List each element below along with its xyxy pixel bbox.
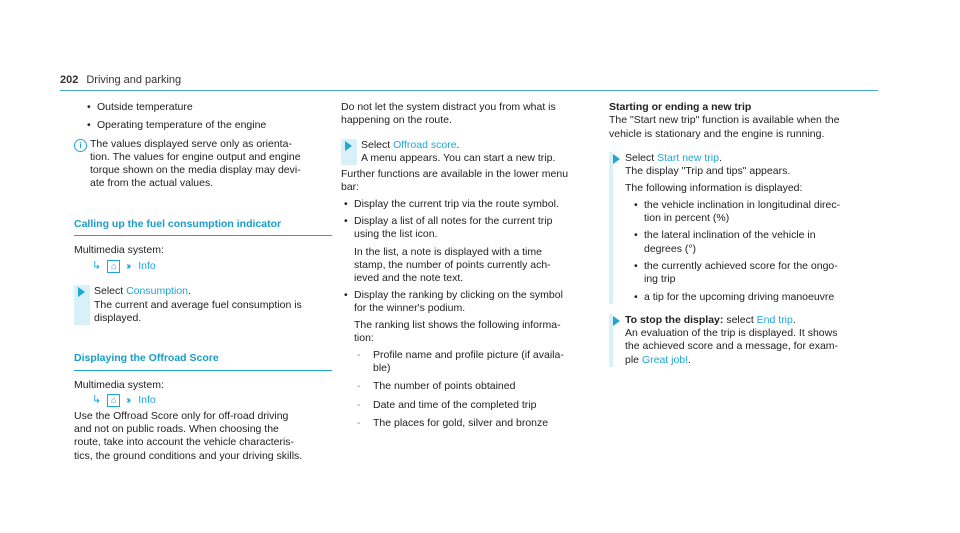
ranking-detail: The ranking list shows the following informa- tion: — [354, 319, 561, 345]
info-icon: i — [74, 139, 87, 152]
section-offroad-title: Displaying the Offroad Score — [74, 352, 332, 370]
info-note — [74, 138, 332, 191]
step-start-trip: Select Start new trip. The display "Trip and tips" appears. The following information is displayed: • the vehicle inclination in longitudinal direc- tion in percent (%) • the lateral inclination of the vehicle in degrees (°) • the currently achieved score for the ongo- ing trip • a tip for the upcoming driving manoeuvre — [609, 152, 867, 304]
multimedia-label: Multimedia system: — [74, 244, 164, 257]
chevron-icon: ›› — [126, 259, 130, 272]
dash-item: - Date and time of the completed trip — [354, 399, 599, 412]
home-icon: ⌂ — [107, 260, 120, 273]
stop-display-label: To stop the display: — [625, 313, 724, 326]
section-title: Driving and parking — [86, 74, 182, 86]
trip-section-title: Starting or ending a new trip — [609, 101, 752, 113]
path-arrow-icon: ↳ — [92, 259, 102, 272]
offroad-score-link[interactable]: Offroad score — [393, 138, 457, 151]
distraction-warning: Do not let the system distract you from what is happening on the route. — [341, 101, 556, 127]
offroad-usage-text: Use the Offroad Score only for off-road driving and not on public roads. When choosing the route, take into account the vehicle characteris- tics, the ground conditions and your driving skills. — [74, 409, 303, 462]
dash-item: - The number of points obtained — [354, 380, 599, 393]
note-text: The values displayed serve only as orienta- tion. The values for engine output and engine torque shown on the media display may devi- ate from the actual values. — [90, 137, 301, 190]
great-job-link[interactable]: Great job! — [641, 353, 689, 366]
info-link-2[interactable]: Info — [138, 394, 156, 407]
bullet-route-symbol: • Display the current trip via the route symbol. — [341, 198, 599, 211]
menu-path — [92, 259, 332, 273]
trip-tips-appears: The display "Trip and tips" appears. — [625, 165, 791, 178]
step-arrow-icon — [78, 287, 85, 297]
page-header — [60, 74, 181, 87]
bullet-list-icon: • Display a list of all notes for the current trip using the list icon. — [341, 215, 599, 242]
step-arrow-icon — [613, 154, 620, 164]
dash-item: - Profile name and profile picture (if availa- ble) — [354, 349, 599, 376]
bullet-longitudinal: • the vehicle inclination in longitudinal direc- tion in percent (%) — [631, 199, 867, 226]
step-arrow-icon — [345, 141, 352, 151]
evaluation-text: An evaluation of the trip is displayed. It shows the achieved score and a message, for exam- ple — [625, 327, 839, 366]
step-stop-display: To stop the display: select End trip. An evaluation of the trip is displayed. It shows the achieved score and a message, for exam- ple Great job!. — [609, 314, 867, 367]
section-fuel-consumption-title: Calling up the fuel consumption indicator — [74, 218, 332, 236]
consumption-description: The current and average fuel consumption is displayed. — [90, 299, 332, 326]
page-number: 202 — [60, 74, 79, 86]
bullet-outside-temp: • Outside temperature — [84, 101, 332, 114]
consumption-link[interactable]: Consumption — [126, 285, 188, 298]
menu-appears-text: A menu appears. You can start a new trip. — [357, 152, 599, 165]
end-trip-link[interactable]: End trip — [756, 313, 793, 326]
info-link[interactable]: Info — [138, 259, 156, 272]
home-icon: ⌂ — [107, 394, 120, 407]
dash-item: - The places for gold, silver and bronze — [354, 417, 599, 430]
header-rule — [60, 90, 878, 91]
chevron-icon: ›› — [126, 394, 130, 407]
bullet-tip: • a tip for the upcoming driving manoeuvre — [631, 291, 867, 304]
step-arrow-icon — [613, 316, 620, 326]
list-note-detail: In the list, a note is displayed with a time stamp, the number of points currently ach- ieved and the note text. — [354, 245, 551, 285]
bullet-engine-temp: • Operating temperature of the engine — [84, 119, 332, 132]
step-consumption: Select Consumption. The current and average fuel consumption is displayed. — [74, 285, 332, 325]
bullet-ranking: • Display the ranking by clicking on the symbol for the winner's podium. — [341, 289, 599, 316]
bullet-lateral: • the lateral inclination of the vehicle in degrees (°) — [631, 229, 867, 256]
following-info-text: The following information is displayed: — [625, 182, 803, 195]
column-3 — [609, 101, 867, 367]
further-functions-text: Further functions are available in the lower menu bar: — [341, 168, 569, 194]
path-arrow-icon: ↳ — [92, 394, 102, 407]
start-new-trip-link[interactable]: Start new trip — [657, 151, 719, 164]
trip-intro-text: The "Start new trip" function is available when the vehicle is stationary and the engine is running. — [609, 114, 840, 140]
multimedia-label-2: Multimedia system: — [74, 378, 164, 391]
column-2 — [341, 101, 599, 430]
column-1 — [74, 101, 332, 463]
bullet-score: • the currently achieved score for the ongo- ing trip — [631, 260, 867, 287]
step-offroad-score: Select Offroad score. A menu appears. You can start a new trip. — [341, 139, 599, 166]
menu-path-2 — [92, 394, 332, 408]
